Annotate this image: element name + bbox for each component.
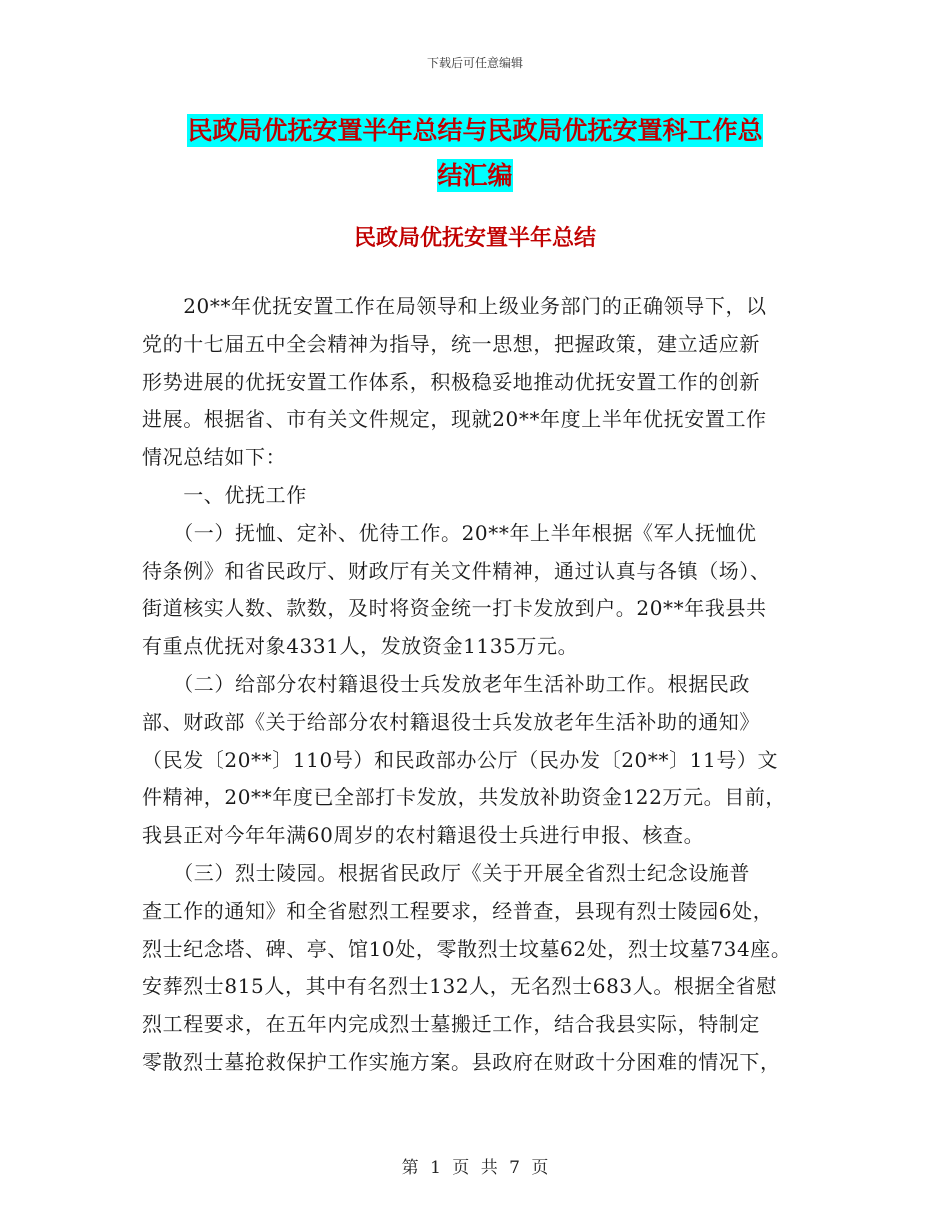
body-line: 烈士纪念塔、碑、亭、馆10处，零散烈士坟墓62处，烈士坟墓734座。 (142, 936, 792, 961)
header-note: 下载后可任意编辑 (426, 56, 523, 70)
body-line: 有重点优抚对象4331人，发放资金1135万元。 (142, 634, 579, 659)
body-line: 进展。根据省、市有关文件规定，现就20**年度上半年优抚安置工作 (142, 407, 767, 432)
body-line: 一、优抚工作 (142, 482, 307, 507)
page-footer: 第 1 页 共 7 页 (401, 1158, 549, 1178)
document-title-line-2: 结汇编 (437, 161, 513, 190)
body-line: （三）烈士陵园。根据省民政厅《关于开展全省烈士纪念设施普 (142, 860, 750, 885)
body-line: 20**年优抚安置工作在局领导和上级业务部门的正确领导下，以 (142, 294, 767, 318)
body-line: 街道核实人数、款数，及时将资金统一打卡发放到户。20**年我县共 (142, 596, 767, 621)
body-line: 零散烈士墓抢救保护工作实施方案。县政府在财政十分困难的情况下， (142, 1049, 781, 1074)
body-line: （一）抚恤、定补、优待工作。20**年上半年根据《军人抚恤优 (142, 520, 757, 545)
section-title: 民政局优抚安置半年总结 (353, 226, 596, 251)
body-line: 查工作的通知》和全省慰烈工程要求，经普查，县现有烈士陵园6处， (142, 898, 774, 923)
body-line: 党的十七届五中全会精神为指导，统一思想，把握政策，建立适应新 (142, 331, 760, 356)
body-line: （民发〔20**〕110号）和民政部办公厅（民办发〔20**〕11号）文 (142, 747, 779, 772)
body-line: 我县正对今年年满60周岁的农村籍退役士兵进行申报、核查。 (142, 823, 705, 848)
body-line: 件精神，20**年度已全部打卡发放，共发放补助资金122万元。目前， (142, 785, 787, 810)
body-line: 形势进展的优抚安置工作体系，积极稳妥地推动优抚安置工作的创新 (142, 369, 760, 394)
body-text (142, 288, 812, 1082)
body-line: （二）给部分农村籍退役士兵发放老年生活补助工作。根据民政 (142, 671, 750, 696)
body-line: 待条例》和省民政厅、财政厅有关文件精神，通过认真与各镇（场）、 (142, 558, 771, 583)
body-line: 安葬烈士815人，其中有名烈士132人，无名烈士683人。根据全省慰 (142, 974, 777, 999)
document-title (0, 108, 950, 198)
document-title-line-1: 民政局优抚安置半年总结与民政局优抚安置科工作总 (187, 116, 763, 145)
body-line: 烈工程要求，在五年内完成烈士墓搬迁工作，结合我县实际，特制定 (142, 1012, 760, 1037)
body-line: 情况总结如下： (142, 445, 287, 470)
body-line: 部、财政部《关于给部分农村籍退役士兵发放老年生活补助的通知》 (142, 709, 760, 734)
